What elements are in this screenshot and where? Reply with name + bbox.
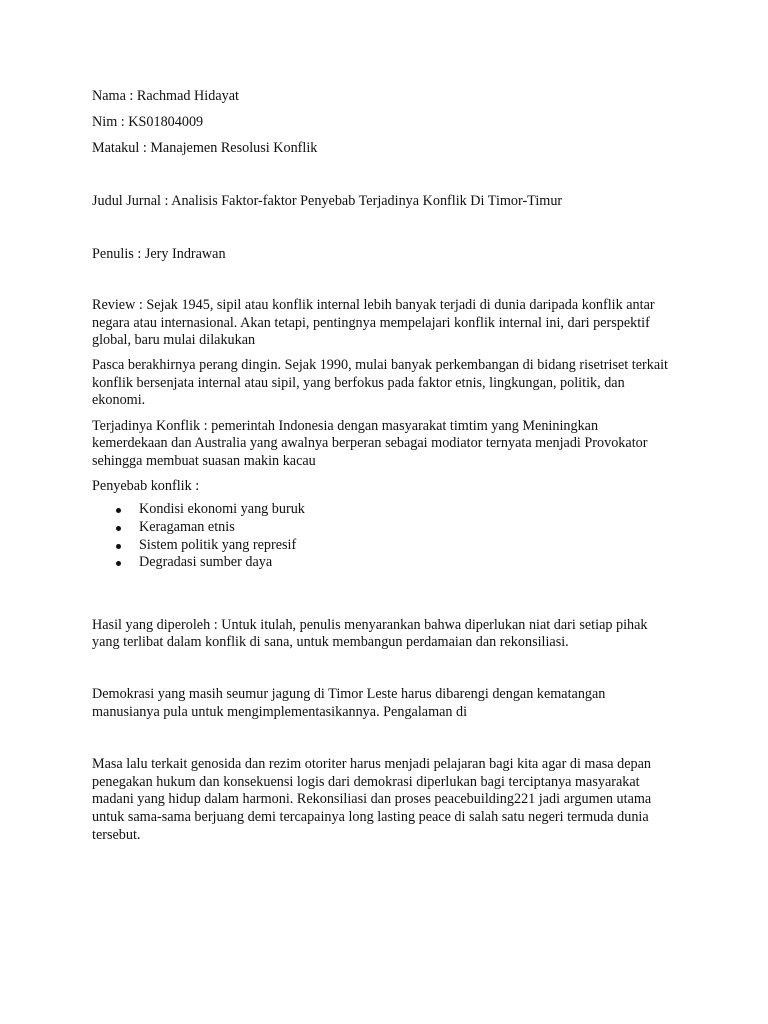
pasca-line-2: konflik bersenjata internal atau sipil, yang berfokus pada faktor etnis, lingkungan, politik, dan [92, 375, 625, 391]
terjadinya-line-2: kemerdekaan dan Australia yang awalnya berperan sebagai modiator ternyata menjadi Provokator [92, 435, 648, 451]
list-item [92, 501, 592, 519]
bullet-icon [116, 508, 121, 513]
review-line-3: global, baru mulai dilakukan [92, 332, 256, 348]
nim-line: Nim : KS01804009 [92, 114, 204, 130]
nama-line: Nama : Rachmad Hidayat [92, 88, 239, 104]
masa-lalu-line-2: penegakan hukum dan konsekuensi logis dari demokrasi diperlukan bagi terciptanya masyarakat [92, 774, 640, 790]
penyebab-list [92, 501, 592, 572]
list-item-text: Sistem politik yang represif [139, 536, 297, 553]
masa-lalu-line-4: untuk sama-sama berjuang demi tercapainya long lasting peace di salah satu negeri termuda dunia [92, 809, 649, 825]
hasil-line-1: Hasil yang diperoleh : Untuk itulah, penulis menyarankan bahwa diperlukan niat dari setiap pihak [92, 617, 648, 633]
masa-lalu-line-5: tersebut. [92, 827, 141, 843]
demokrasi-line-1: Demokrasi yang masih seumur jagung di Timor Leste harus dibarengi dengan kematangan [92, 686, 606, 702]
review-line-2: negara atau internasional. Akan tetapi, pentingnya mempelajari konflik internal ini, dari perspektif [92, 315, 650, 331]
list-item-text: Degradasi sumber daya [139, 554, 273, 571]
hasil-line-2: yang terlibat dalam konflik di sana, untuk membangun perdamaian dan rekonsiliasi. [92, 634, 569, 650]
demokrasi-line-2: manusianya pula untuk mengimplementasikannya. Pengalaman di [92, 704, 468, 720]
penulis-line: Penulis : Jery Indrawan [92, 246, 226, 262]
list-item-text: Kondisi ekonomi yang buruk [139, 501, 305, 517]
terjadinya-line-1: Terjadinya Konflik : pemerintah Indonesia dengan masyarakat timtim yang Meniningkan [92, 418, 599, 434]
list-item [92, 519, 592, 537]
bullet-icon [116, 526, 121, 531]
bullet-icon [116, 544, 121, 549]
penyebab-heading: Penyebab konflik : [92, 478, 200, 494]
pasca-line-3: ekonomi. [92, 392, 146, 408]
list-item-text: Keragaman etnis [139, 518, 235, 535]
review-line-1: Review : Sejak 1945, sipil atau konflik internal lebih banyak terjadi di dunia daripada konflik antar [92, 297, 655, 313]
list-item [92, 537, 592, 555]
bullet-icon [116, 561, 121, 566]
terjadinya-line-3: sehingga membuat suasan makin kacau [92, 453, 316, 469]
masa-lalu-line-1: Masa lalu terkait genosida dan rezim otoriter harus menjadi pelajaran bagi kita agar di masa depan [92, 756, 652, 772]
judul-jurnal-line: Judul Jurnal : Analisis Faktor-faktor Penyebab Terjadinya Konflik Di Timor-Timur [92, 193, 563, 209]
masa-lalu-line-3: madani yang hidup dalam harmoni. Rekonsiliasi dan proses peacebuilding221 jadi argumen utama [92, 791, 652, 807]
matakul-line: Matakul : Manajemen Resolusi Konflik [92, 140, 318, 156]
pasca-line-1: Pasca berakhirnya perang dingin. Sejak 1990, mulai banyak perkembangan di bidang risetriset terkait [92, 357, 668, 373]
list-item [92, 554, 592, 572]
